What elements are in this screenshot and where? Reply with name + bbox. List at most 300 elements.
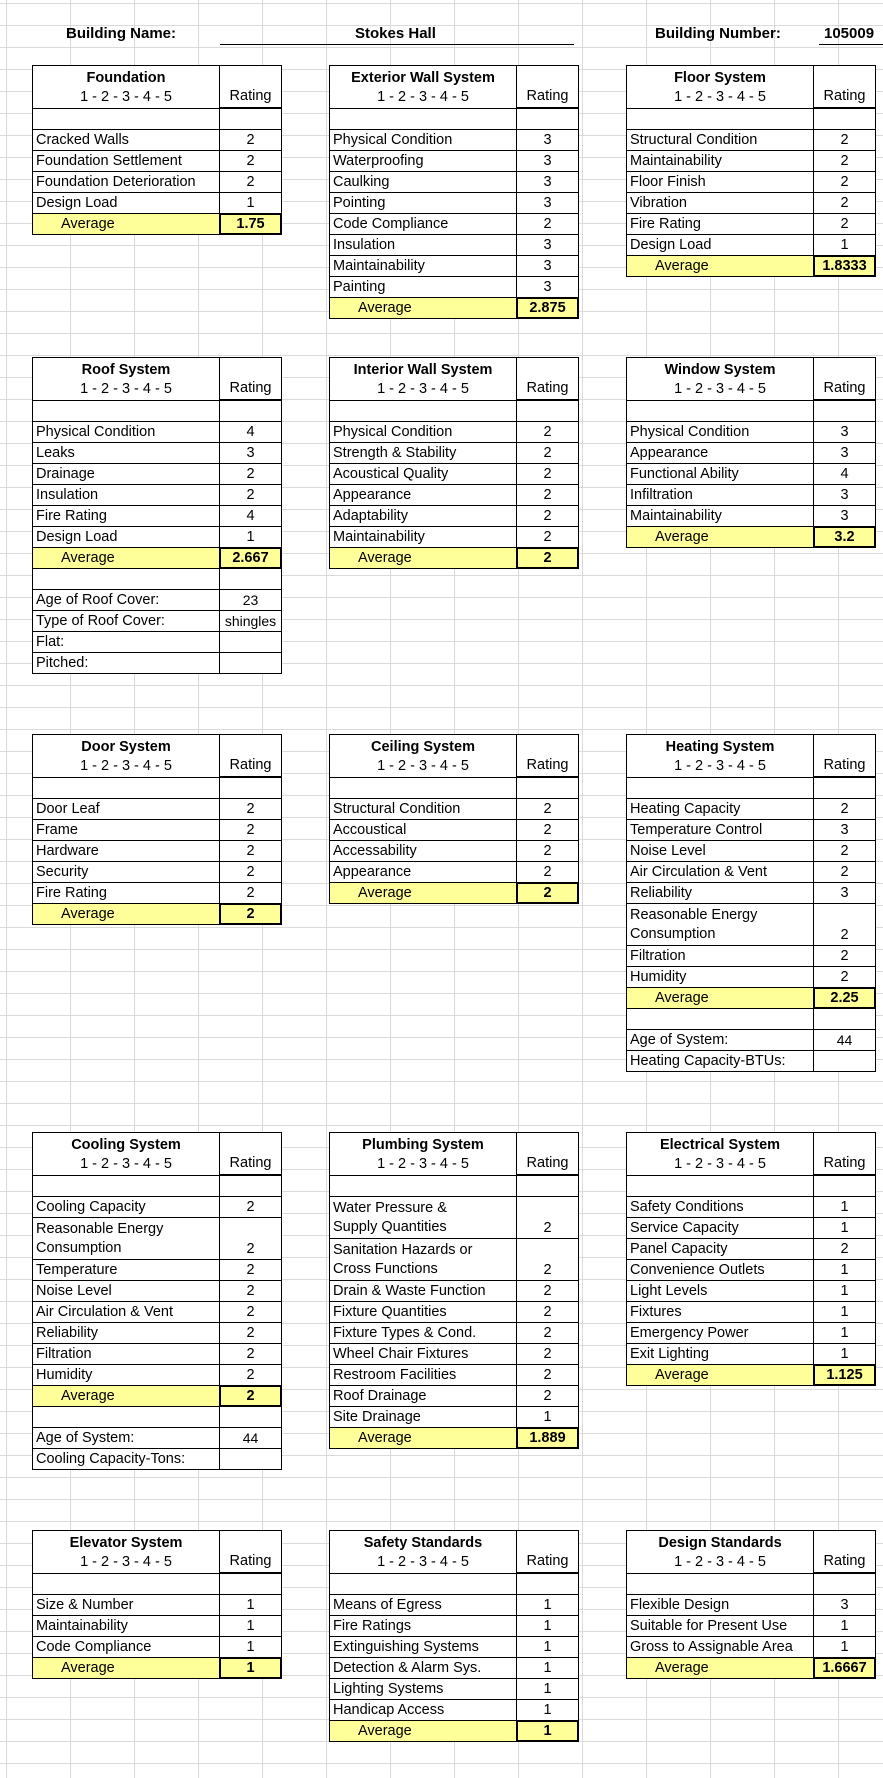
item-rating: 3 bbox=[516, 171, 579, 193]
average-value: 1.125 bbox=[813, 1364, 876, 1386]
item-rating: 1 bbox=[813, 1259, 876, 1281]
item-label: Fire Rating bbox=[32, 882, 220, 904]
average-value: 2 bbox=[516, 547, 579, 569]
item-label: Extinguishing Systems bbox=[329, 1636, 517, 1658]
item-label: Security bbox=[32, 861, 220, 883]
item-rating: 1 bbox=[813, 1343, 876, 1365]
item-rating: 1 bbox=[516, 1594, 579, 1616]
item-rating: 2 bbox=[516, 484, 579, 506]
item-rating: 2 bbox=[813, 171, 876, 193]
extra-value bbox=[813, 1050, 876, 1072]
rating-scale: 1 - 2 - 3 - 4 - 5 bbox=[32, 87, 220, 109]
item-rating: 2 bbox=[219, 1322, 282, 1344]
item-rating: 3 bbox=[813, 819, 876, 841]
item-rating: 2 bbox=[516, 1238, 579, 1281]
item-label: Door Leaf bbox=[32, 798, 220, 820]
window-panel bbox=[627, 358, 876, 548]
item-label: Service Capacity bbox=[626, 1217, 814, 1239]
item-rating: 2 bbox=[516, 442, 579, 464]
item-label bbox=[329, 1196, 517, 1239]
item-label-line: Supply Quantities bbox=[333, 1219, 447, 1235]
item-label: Cooling Capacity bbox=[32, 1196, 220, 1218]
item-rating: 2 bbox=[219, 1280, 282, 1302]
item-label: Maintainability bbox=[626, 505, 814, 527]
rating-header: Rating bbox=[219, 357, 282, 400]
item-rating: 2 bbox=[516, 1364, 579, 1386]
item-label: Drainage bbox=[32, 463, 220, 485]
item-rating: 2 bbox=[219, 882, 282, 904]
item-rating: 1 bbox=[516, 1657, 579, 1679]
rating-scale: 1 - 2 - 3 - 4 - 5 bbox=[32, 1552, 220, 1574]
blank-cell bbox=[516, 108, 579, 130]
item-rating: 1 bbox=[516, 1699, 579, 1721]
item-label: Suitable for Present Use bbox=[626, 1615, 814, 1637]
item-label: Reliability bbox=[626, 882, 814, 904]
item-rating: 1 bbox=[813, 1301, 876, 1323]
average-value: 1.6667 bbox=[813, 1657, 876, 1679]
item-label: Site Drainage bbox=[329, 1406, 517, 1428]
blank-cell bbox=[32, 568, 220, 590]
item-rating: 2 bbox=[219, 861, 282, 883]
blank-cell bbox=[329, 777, 517, 799]
blank-cell bbox=[329, 1175, 517, 1197]
rating-header: Rating bbox=[813, 1132, 876, 1175]
item-rating: 3 bbox=[516, 150, 579, 172]
item-rating: 2 bbox=[219, 840, 282, 862]
item-label: Safety Conditions bbox=[626, 1196, 814, 1218]
average-value: 2.25 bbox=[813, 987, 876, 1009]
item-rating: 1 bbox=[813, 1280, 876, 1302]
item-label: Infiltration bbox=[626, 484, 814, 506]
item-rating: 3 bbox=[813, 505, 876, 527]
rating-header: Rating bbox=[219, 1530, 282, 1573]
item-label: Cracked Walls bbox=[32, 129, 220, 151]
item-rating: 2 bbox=[516, 463, 579, 485]
rating-header: Rating bbox=[219, 65, 282, 108]
item-label: Vibration bbox=[626, 192, 814, 214]
item-label: Design Load bbox=[32, 192, 220, 214]
blank-cell bbox=[32, 1406, 220, 1428]
extra-label: Cooling Capacity-Tons: bbox=[32, 1448, 220, 1470]
item-rating: 2 bbox=[813, 798, 876, 820]
rating-header: Rating bbox=[813, 65, 876, 108]
blank-cell bbox=[32, 1175, 220, 1197]
rating-scale: 1 - 2 - 3 - 4 - 5 bbox=[626, 756, 814, 778]
rating-scale: 1 - 2 - 3 - 4 - 5 bbox=[626, 379, 814, 401]
item-label: Strength & Stability bbox=[329, 442, 517, 464]
item-label: Design Load bbox=[626, 234, 814, 256]
rating-header: Rating bbox=[813, 734, 876, 777]
panel-title: Electrical System bbox=[626, 1132, 814, 1154]
item-rating: 4 bbox=[219, 505, 282, 527]
door-panel bbox=[33, 735, 282, 925]
extra-value bbox=[219, 631, 282, 653]
item-label: Light Levels bbox=[626, 1280, 814, 1302]
item-rating: 1 bbox=[813, 1217, 876, 1239]
item-rating: 2 bbox=[813, 903, 876, 946]
item-label: Physical Condition bbox=[626, 421, 814, 443]
rating-header: Rating bbox=[813, 1530, 876, 1573]
item-label: Pointing bbox=[329, 192, 517, 214]
item-rating: 2 bbox=[219, 1364, 282, 1386]
rating-scale: 1 - 2 - 3 - 4 - 5 bbox=[32, 1154, 220, 1176]
extra-value: shingles bbox=[219, 610, 282, 632]
blank-cell bbox=[219, 1406, 282, 1428]
item-rating: 1 bbox=[813, 1636, 876, 1658]
electrical-panel bbox=[627, 1133, 876, 1386]
average-label: Average bbox=[32, 1385, 220, 1407]
item-rating: 3 bbox=[516, 192, 579, 214]
item-label-line: Reasonable Energy bbox=[630, 906, 758, 923]
item-rating: 2 bbox=[219, 1259, 282, 1281]
blank-cell bbox=[219, 1175, 282, 1197]
item-rating: 2 bbox=[516, 1322, 579, 1344]
blank-cell bbox=[219, 777, 282, 799]
blank-cell bbox=[32, 1573, 220, 1595]
item-label: Physical Condition bbox=[329, 421, 517, 443]
item-label: Fire Rating bbox=[626, 213, 814, 235]
item-rating: 2 bbox=[813, 861, 876, 883]
cooling-panel bbox=[33, 1133, 282, 1470]
rating-header: Rating bbox=[219, 734, 282, 777]
blank-cell bbox=[626, 108, 814, 130]
item-label: Adaptability bbox=[329, 505, 517, 527]
item-label: Maintainability bbox=[329, 255, 517, 277]
item-rating: 2 bbox=[516, 840, 579, 862]
blank-cell bbox=[626, 400, 814, 422]
design-panel bbox=[627, 1531, 876, 1679]
item-rating: 1 bbox=[219, 1615, 282, 1637]
item-rating: 1 bbox=[516, 1615, 579, 1637]
building-number-label: Building Number: bbox=[655, 25, 781, 42]
item-label-line: Sanitation Hazards or bbox=[333, 1241, 473, 1258]
average-label: Average bbox=[329, 1427, 517, 1449]
item-label: Fixture Types & Cond. bbox=[329, 1322, 517, 1344]
item-label: Handicap Access bbox=[329, 1699, 517, 1721]
item-label: Painting bbox=[329, 276, 517, 298]
extra-label: Age of Roof Cover: bbox=[32, 589, 220, 611]
item-rating: 2 bbox=[516, 1385, 579, 1407]
panel-title: Cooling System bbox=[32, 1132, 220, 1154]
item-rating: 1 bbox=[813, 1615, 876, 1637]
rating-scale: 1 - 2 - 3 - 4 - 5 bbox=[626, 1552, 814, 1574]
blank-cell bbox=[516, 777, 579, 799]
item-label: Exit Lighting bbox=[626, 1343, 814, 1365]
item-rating: 1 bbox=[813, 1322, 876, 1344]
item-rating: 3 bbox=[813, 484, 876, 506]
rating-header: Rating bbox=[516, 1132, 579, 1175]
foundation-panel bbox=[33, 66, 282, 235]
extra-value: 44 bbox=[813, 1029, 876, 1051]
item-rating: 3 bbox=[813, 442, 876, 464]
item-rating: 2 bbox=[813, 945, 876, 967]
blank-cell bbox=[626, 1008, 814, 1030]
item-rating: 2 bbox=[516, 798, 579, 820]
item-label: Hardware bbox=[32, 840, 220, 862]
item-label bbox=[32, 1217, 220, 1260]
rating-scale: 1 - 2 - 3 - 4 - 5 bbox=[32, 756, 220, 778]
item-rating: 3 bbox=[813, 421, 876, 443]
blank-cell bbox=[813, 400, 876, 422]
roof-panel bbox=[33, 358, 282, 674]
building-name-label: Building Name: bbox=[66, 25, 177, 42]
item-label: Design Load bbox=[32, 526, 220, 548]
item-rating: 1 bbox=[516, 1406, 579, 1428]
extra-value: 44 bbox=[219, 1427, 282, 1449]
item-label: Accessability bbox=[329, 840, 517, 862]
panel-title: Door System bbox=[32, 734, 220, 756]
item-rating: 4 bbox=[813, 463, 876, 485]
item-rating: 3 bbox=[516, 255, 579, 277]
item-rating: 1 bbox=[219, 1594, 282, 1616]
item-rating: 2 bbox=[516, 505, 579, 527]
item-label-line: Consumption bbox=[630, 926, 716, 942]
item-label: Structural Condition bbox=[329, 798, 517, 820]
item-rating: 2 bbox=[219, 484, 282, 506]
extra-value: 23 bbox=[219, 589, 282, 611]
building-name-underline bbox=[220, 44, 574, 45]
item-rating: 2 bbox=[219, 819, 282, 841]
rating-scale: 1 - 2 - 3 - 4 - 5 bbox=[32, 379, 220, 401]
item-label: Fire Rating bbox=[32, 505, 220, 527]
item-label: Leaks bbox=[32, 442, 220, 464]
item-label: Reliability bbox=[32, 1322, 220, 1344]
item-label: Functional Ability bbox=[626, 463, 814, 485]
item-rating: 3 bbox=[516, 234, 579, 256]
panel-title: Floor System bbox=[626, 65, 814, 87]
item-label: Panel Capacity bbox=[626, 1238, 814, 1260]
panel-title: Safety Standards bbox=[329, 1530, 517, 1552]
item-label: Floor Finish bbox=[626, 171, 814, 193]
item-label: Means of Egress bbox=[329, 1594, 517, 1616]
item-rating: 2 bbox=[219, 798, 282, 820]
panel-title: Roof System bbox=[32, 357, 220, 379]
average-label: Average bbox=[32, 547, 220, 569]
item-rating: 2 bbox=[516, 1301, 579, 1323]
item-label: Insulation bbox=[32, 484, 220, 506]
item-rating: 2 bbox=[219, 171, 282, 193]
item-label: Appearance bbox=[329, 861, 517, 883]
item-label: Foundation Settlement bbox=[32, 150, 220, 172]
elevator-panel bbox=[33, 1531, 282, 1679]
blank-cell bbox=[813, 1573, 876, 1595]
blank-cell bbox=[32, 400, 220, 422]
blank-cell bbox=[516, 400, 579, 422]
panel-title: Plumbing System bbox=[329, 1132, 517, 1154]
item-label: Maintainability bbox=[329, 526, 517, 548]
item-rating: 1 bbox=[219, 192, 282, 214]
blank-cell bbox=[626, 1175, 814, 1197]
blank-cell bbox=[219, 400, 282, 422]
blank-cell bbox=[813, 108, 876, 130]
rating-header: Rating bbox=[516, 1530, 579, 1573]
average-value: 3.2 bbox=[813, 526, 876, 548]
extra-value bbox=[219, 1448, 282, 1470]
item-label: Gross to Assignable Area bbox=[626, 1636, 814, 1658]
ceiling-panel bbox=[330, 735, 579, 904]
average-label: Average bbox=[32, 1657, 220, 1679]
average-value: 2 bbox=[516, 882, 579, 904]
item-rating: 2 bbox=[219, 1217, 282, 1260]
average-label: Average bbox=[626, 1364, 814, 1386]
item-label: Noise Level bbox=[626, 840, 814, 862]
interior-wall-panel bbox=[330, 358, 579, 569]
item-label: Air Circulation & Vent bbox=[626, 861, 814, 883]
rating-scale: 1 - 2 - 3 - 4 - 5 bbox=[329, 756, 517, 778]
item-rating: 1 bbox=[516, 1636, 579, 1658]
heating-panel bbox=[627, 735, 876, 1072]
item-label-line: Consumption bbox=[36, 1240, 122, 1256]
item-rating: 2 bbox=[516, 1343, 579, 1365]
item-rating: 2 bbox=[516, 861, 579, 883]
item-rating: 2 bbox=[516, 1196, 579, 1239]
item-rating: 2 bbox=[813, 129, 876, 151]
item-rating: 2 bbox=[516, 213, 579, 235]
extra-label: Pitched: bbox=[32, 652, 220, 674]
floor-panel bbox=[627, 66, 876, 277]
rating-scale: 1 - 2 - 3 - 4 - 5 bbox=[626, 1154, 814, 1176]
item-label: Appearance bbox=[329, 484, 517, 506]
rating-scale: 1 - 2 - 3 - 4 - 5 bbox=[329, 1154, 517, 1176]
building-name-value: Stokes Hall bbox=[355, 25, 436, 42]
panel-title: Heating System bbox=[626, 734, 814, 756]
item-rating: 2 bbox=[813, 840, 876, 862]
panel-title: Interior Wall System bbox=[329, 357, 517, 379]
blank-cell bbox=[329, 1573, 517, 1595]
blank-cell bbox=[329, 400, 517, 422]
blank-cell bbox=[516, 1573, 579, 1595]
extra-label: Age of System: bbox=[32, 1427, 220, 1449]
item-label: Insulation bbox=[329, 234, 517, 256]
item-label: Fixtures bbox=[626, 1301, 814, 1323]
blank-cell bbox=[219, 1573, 282, 1595]
item-label: Structural Condition bbox=[626, 129, 814, 151]
item-label: Restroom Facilities bbox=[329, 1364, 517, 1386]
item-label-line: Water Pressure & bbox=[333, 1199, 447, 1216]
blank-cell bbox=[516, 1175, 579, 1197]
item-rating: 2 bbox=[813, 150, 876, 172]
item-rating: 2 bbox=[219, 129, 282, 151]
rating-header: Rating bbox=[516, 734, 579, 777]
item-rating: 2 bbox=[516, 526, 579, 548]
item-label bbox=[329, 1238, 517, 1281]
blank-cell bbox=[219, 568, 282, 590]
safety-panel bbox=[330, 1531, 579, 1742]
item-label: Waterproofing bbox=[329, 150, 517, 172]
average-value: 1 bbox=[516, 1720, 579, 1742]
item-rating: 2 bbox=[813, 1238, 876, 1260]
rating-scale: 1 - 2 - 3 - 4 - 5 bbox=[626, 87, 814, 109]
item-rating: 2 bbox=[219, 150, 282, 172]
blank-cell bbox=[626, 1573, 814, 1595]
item-label: Accoustical bbox=[329, 819, 517, 841]
blank-cell bbox=[813, 1008, 876, 1030]
average-label: Average bbox=[626, 526, 814, 548]
item-label: Physical Condition bbox=[32, 421, 220, 443]
blank-cell bbox=[626, 777, 814, 799]
blank-cell bbox=[32, 108, 220, 130]
item-label-line: Reasonable Energy bbox=[36, 1220, 164, 1237]
item-label: Code Compliance bbox=[32, 1636, 220, 1658]
extra-label: Type of Roof Cover: bbox=[32, 610, 220, 632]
item-label: Air Circulation & Vent bbox=[32, 1301, 220, 1323]
rating-header: Rating bbox=[516, 65, 579, 108]
panel-title: Ceiling System bbox=[329, 734, 517, 756]
item-label: Acoustical Quality bbox=[329, 463, 517, 485]
average-label: Average bbox=[329, 297, 517, 319]
item-rating: 1 bbox=[516, 1678, 579, 1700]
item-label: Heating Capacity bbox=[626, 798, 814, 820]
item-label: Noise Level bbox=[32, 1280, 220, 1302]
panel-title: Design Standards bbox=[626, 1530, 814, 1552]
item-label: Foundation Deterioration bbox=[32, 171, 220, 193]
average-label: Average bbox=[32, 903, 220, 925]
item-label: Wheel Chair Fixtures bbox=[329, 1343, 517, 1365]
average-value: 1.8333 bbox=[813, 255, 876, 277]
item-rating: 2 bbox=[813, 192, 876, 214]
blank-cell bbox=[813, 777, 876, 799]
panel-title: Elevator System bbox=[32, 1530, 220, 1552]
item-rating: 2 bbox=[516, 1280, 579, 1302]
rating-scale: 1 - 2 - 3 - 4 - 5 bbox=[329, 379, 517, 401]
item-rating: 2 bbox=[219, 463, 282, 485]
item-rating: 3 bbox=[813, 1594, 876, 1616]
rating-scale: 1 - 2 - 3 - 4 - 5 bbox=[329, 87, 517, 109]
item-rating: 3 bbox=[516, 276, 579, 298]
item-label bbox=[626, 903, 814, 946]
average-label: Average bbox=[32, 213, 220, 235]
item-rating: 2 bbox=[813, 966, 876, 988]
item-label: Appearance bbox=[626, 442, 814, 464]
item-rating: 2 bbox=[219, 1196, 282, 1218]
item-label: Caulking bbox=[329, 171, 517, 193]
rating-header: Rating bbox=[813, 357, 876, 400]
extra-label: Age of System: bbox=[626, 1029, 814, 1051]
item-label: Physical Condition bbox=[329, 129, 517, 151]
item-label: Drain & Waste Function bbox=[329, 1280, 517, 1302]
average-label: Average bbox=[329, 1720, 517, 1742]
rating-header: Rating bbox=[219, 1132, 282, 1175]
blank-cell bbox=[32, 777, 220, 799]
average-value: 2.667 bbox=[219, 547, 282, 569]
plumbing-panel bbox=[330, 1133, 579, 1449]
average-value: 1.75 bbox=[219, 213, 282, 235]
item-label: Humidity bbox=[32, 1364, 220, 1386]
item-label: Maintainability bbox=[626, 150, 814, 172]
average-label: Average bbox=[626, 1657, 814, 1679]
item-label: Lighting Systems bbox=[329, 1678, 517, 1700]
item-rating: 3 bbox=[516, 129, 579, 151]
item-rating: 2 bbox=[516, 819, 579, 841]
average-label: Average bbox=[329, 547, 517, 569]
item-label: Detection & Alarm Sys. bbox=[329, 1657, 517, 1679]
item-rating: 4 bbox=[219, 421, 282, 443]
rating-header: Rating bbox=[516, 357, 579, 400]
item-label: Filtration bbox=[32, 1343, 220, 1365]
rating-scale: 1 - 2 - 3 - 4 - 5 bbox=[329, 1552, 517, 1574]
item-label-line: Cross Functions bbox=[333, 1261, 438, 1277]
item-rating: 1 bbox=[813, 234, 876, 256]
average-value: 2 bbox=[219, 903, 282, 925]
item-label: Temperature Control bbox=[626, 819, 814, 841]
item-rating: 1 bbox=[219, 1636, 282, 1658]
extra-label: Heating Capacity-BTUs: bbox=[626, 1050, 814, 1072]
building-number-value: 105009 bbox=[824, 25, 875, 42]
blank-cell bbox=[219, 108, 282, 130]
panel-title: Exterior Wall System bbox=[329, 65, 517, 87]
item-rating: 1 bbox=[219, 526, 282, 548]
item-label: Roof Drainage bbox=[329, 1385, 517, 1407]
